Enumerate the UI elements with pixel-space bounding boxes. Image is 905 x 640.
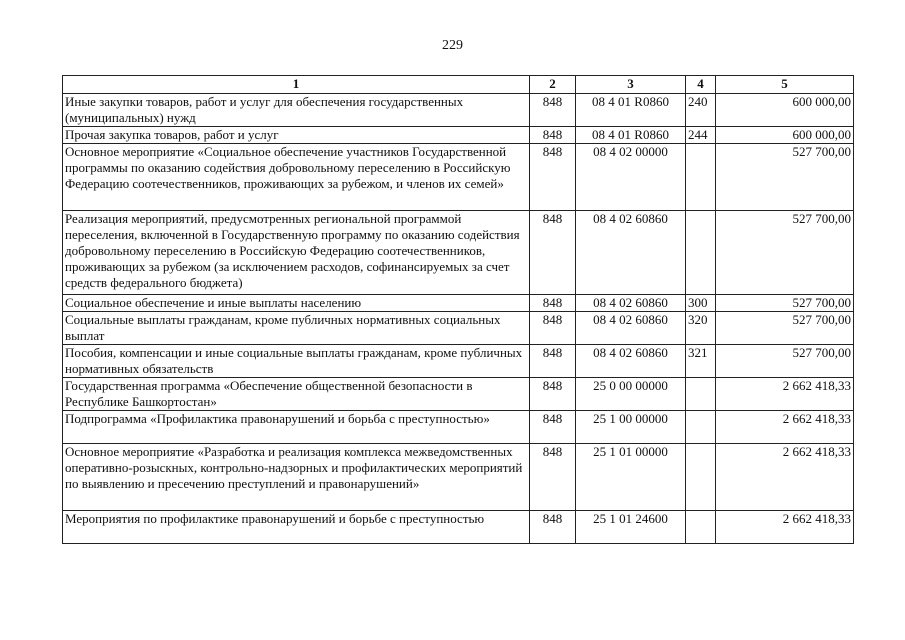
cell-vr: 244: [686, 127, 716, 144]
cell-vr: 240: [686, 94, 716, 127]
cell-name: Прочая закупка товаров, работ и услуг: [63, 127, 530, 144]
cell-name: Мероприятия по профилактике правонарушений и борьбе с преступностью: [63, 511, 530, 544]
header-col-1: 1: [63, 76, 530, 94]
header-col-4: 4: [686, 76, 716, 94]
budget-table: [62, 75, 854, 544]
cell-csr: 08 4 02 60860: [576, 295, 686, 312]
cell-csr: 08 4 02 60860: [576, 345, 686, 378]
cell-csr: 25 1 00 00000: [576, 411, 686, 444]
cell-name: Подпрограмма «Профилактика правонарушений и борьба с преступностью»: [63, 411, 530, 444]
cell-sum: 2 662 418,33: [716, 378, 854, 411]
cell-sum: 2 662 418,33: [716, 511, 854, 544]
cell-vr: [686, 211, 716, 295]
cell-vr: 321: [686, 345, 716, 378]
header-col-3: 3: [576, 76, 686, 94]
cell-name: Иные закупки товаров, работ и услуг для обеспечения государственных (муниципальных) нужд: [63, 94, 530, 127]
cell-vr: 300: [686, 295, 716, 312]
cell-sum: 527 700,00: [716, 312, 854, 345]
table-row: [63, 411, 854, 444]
cell-ved: 848: [530, 378, 576, 411]
table-row: [63, 444, 854, 511]
cell-ved: 848: [530, 127, 576, 144]
cell-vr: 320: [686, 312, 716, 345]
cell-csr: 08 4 02 60860: [576, 312, 686, 345]
cell-name: Реализация мероприятий, предусмотренных региональной программой переселения, включенной в Государственную программу по оказанию содействия добровольному переселению в Российскую Федерацию соотечественников, проживающих за рубежом (за исключением расходов, софинансируемых за счет средств федерального бюджета): [63, 211, 530, 295]
cell-ved: 848: [530, 444, 576, 511]
page-number: 229: [442, 38, 463, 53]
cell-vr: [686, 378, 716, 411]
cell-ved: 848: [530, 345, 576, 378]
cell-sum: 600 000,00: [716, 94, 854, 127]
table-row: [63, 511, 854, 544]
table-body: [63, 94, 854, 544]
cell-name: Основное мероприятие «Разработка и реализация комплекса межведомственных оперативно-розыскных, контрольно-надзорных и профилактических мероприятий по выявлению и пресечению преступлений и правонарушений»: [63, 444, 530, 511]
table-row: [63, 144, 854, 211]
cell-ved: 848: [530, 511, 576, 544]
cell-vr: [686, 444, 716, 511]
cell-vr: [686, 511, 716, 544]
cell-sum: 2 662 418,33: [716, 411, 854, 444]
cell-ved: 848: [530, 411, 576, 444]
table-row: [63, 127, 854, 144]
cell-ved: 848: [530, 295, 576, 312]
cell-csr: 08 4 01 R0860: [576, 94, 686, 127]
cell-csr: 25 1 01 24600: [576, 511, 686, 544]
header-row: [63, 76, 854, 94]
cell-sum: 527 700,00: [716, 345, 854, 378]
cell-csr: 25 1 01 00000: [576, 444, 686, 511]
cell-sum: 527 700,00: [716, 211, 854, 295]
table-row: [63, 94, 854, 127]
cell-sum: 2 662 418,33: [716, 444, 854, 511]
cell-sum: 600 000,00: [716, 127, 854, 144]
cell-ved: 848: [530, 94, 576, 127]
cell-name: Пособия, компенсации и иные социальные выплаты гражданам, кроме публичных нормативных обязательств: [63, 345, 530, 378]
header-col-5: 5: [716, 76, 854, 94]
cell-csr: 08 4 02 00000: [576, 144, 686, 211]
table-row: [63, 378, 854, 411]
cell-csr: 08 4 02 60860: [576, 211, 686, 295]
cell-name: Государственная программа «Обеспечение общественной безопасности в Республике Башкортостан»: [63, 378, 530, 411]
cell-ved: 848: [530, 144, 576, 211]
cell-name: Социальные выплаты гражданам, кроме публичных нормативных социальных выплат: [63, 312, 530, 345]
cell-name: Основное мероприятие «Социальное обеспечение участников Государственной программы по оказанию содействия добровольному переселению в Российскую Федерацию соотечественников, проживающих за рубежом, и членов их семей»: [63, 144, 530, 211]
table-row: [63, 211, 854, 295]
table-row: [63, 345, 854, 378]
cell-vr: [686, 144, 716, 211]
cell-ved: 848: [530, 211, 576, 295]
cell-name: Социальное обеспечение и иные выплаты населению: [63, 295, 530, 312]
table-header: [63, 76, 854, 94]
cell-ved: 848: [530, 312, 576, 345]
header-col-2: 2: [530, 76, 576, 94]
cell-csr: 25 0 00 00000: [576, 378, 686, 411]
table-row: [63, 312, 854, 345]
cell-vr: [686, 411, 716, 444]
cell-csr: 08 4 01 R0860: [576, 127, 686, 144]
cell-sum: 527 700,00: [716, 295, 854, 312]
cell-sum: 527 700,00: [716, 144, 854, 211]
table-row: [63, 295, 854, 312]
